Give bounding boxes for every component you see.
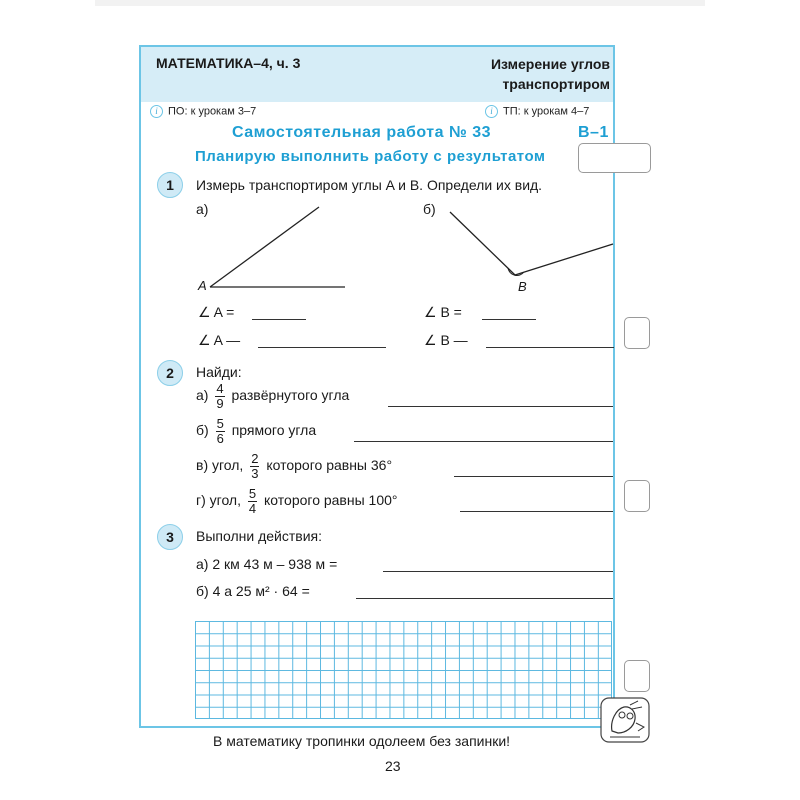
- task-2d-answer[interactable]: [460, 511, 613, 512]
- vertex-a-label: A: [198, 278, 207, 293]
- task-1-number: 1: [157, 172, 183, 198]
- scratch-grid[interactable]: [195, 621, 612, 719]
- task-3b-text: б) 4 а 25 м² · 64 =: [196, 583, 310, 599]
- fraction: $\frac{4}{9}$: [216, 381, 224, 411]
- task-2b: б) $\frac{5}{6}$ прямого угла: [196, 416, 317, 446]
- task-3a-answer[interactable]: [383, 571, 613, 572]
- angle-b-measure-field[interactable]: [482, 319, 536, 320]
- task-2d: г) угол, $\frac{5}{4}$ которого равны 100°: [196, 486, 398, 516]
- task-2-number: 2: [157, 360, 183, 386]
- score-box-1[interactable]: [624, 317, 650, 349]
- angle-a-measure-label: ∠ A =: [198, 304, 235, 320]
- topic-title: Измерение углов транспортиром: [490, 56, 610, 92]
- fraction: $\frac{2}{3}$: [251, 451, 259, 481]
- task-2b-answer[interactable]: [354, 441, 613, 442]
- page-number: 23: [385, 758, 401, 774]
- angle-a-ray-2: [210, 207, 319, 287]
- task-1-text: Измерь транспортиром углы A и B. Определи их вид.: [196, 177, 543, 193]
- angle-b-type-field[interactable]: [486, 347, 614, 348]
- book-title: МАТЕМАТИКА–4, ч. 3: [156, 55, 301, 71]
- task-2c-answer[interactable]: [454, 476, 613, 477]
- task-3b-answer[interactable]: [356, 598, 613, 599]
- angle-drawings: [190, 200, 620, 295]
- angle-a-type-label: ∠ A —: [198, 332, 241, 348]
- fraction: $\frac{5}{4}$: [248, 486, 257, 516]
- footer-motto: В математику тропинки одолеем без запинки!: [213, 733, 511, 749]
- owl-mascot-icon: [600, 697, 650, 743]
- angle-a-type-field[interactable]: [258, 347, 386, 348]
- task-3-text: Выполни действия:: [196, 528, 322, 544]
- angle-b-ray-2: [515, 244, 613, 275]
- task-2-text: Найди:: [196, 364, 242, 380]
- plan-label: Планирую выполнить работу с результатом: [195, 148, 546, 165]
- task-2a-answer[interactable]: [388, 406, 613, 407]
- task-1-label-a: а): [196, 201, 209, 217]
- info-icon: i: [150, 105, 163, 118]
- task-3a-text: а) 2 км 43 м – 938 м =: [196, 556, 338, 572]
- angle-b-type-label: ∠ B —: [424, 332, 468, 348]
- fraction: $\frac{5}{6}$: [216, 416, 224, 446]
- score-box-2[interactable]: [624, 480, 650, 512]
- score-box-3[interactable]: [624, 660, 650, 692]
- task-3-number: 3: [157, 524, 183, 550]
- angle-b-measure-label: ∠ B =: [424, 304, 462, 320]
- angle-a-measure-field[interactable]: [252, 319, 306, 320]
- task-2a: а) $\frac{4}{9}$ развёрнутого угла: [196, 381, 350, 411]
- ref-right: i ТП: к урокам 4–7: [485, 105, 589, 118]
- angle-b-ray-1: [450, 212, 515, 275]
- info-icon: i: [485, 105, 498, 118]
- task-1-label-b: б): [423, 201, 436, 217]
- work-title: Самостоятельная работа № 33: [232, 124, 492, 141]
- result-box[interactable]: [578, 143, 651, 173]
- task-2c: в) угол, $\frac{2}{3}$ которого равны 36°: [196, 451, 393, 481]
- variant-label: В–1: [578, 124, 609, 141]
- ref-left: i ПО: к урокам 3–7: [150, 105, 256, 118]
- top-edge: [95, 0, 705, 6]
- vertex-b-label: B: [518, 279, 527, 294]
